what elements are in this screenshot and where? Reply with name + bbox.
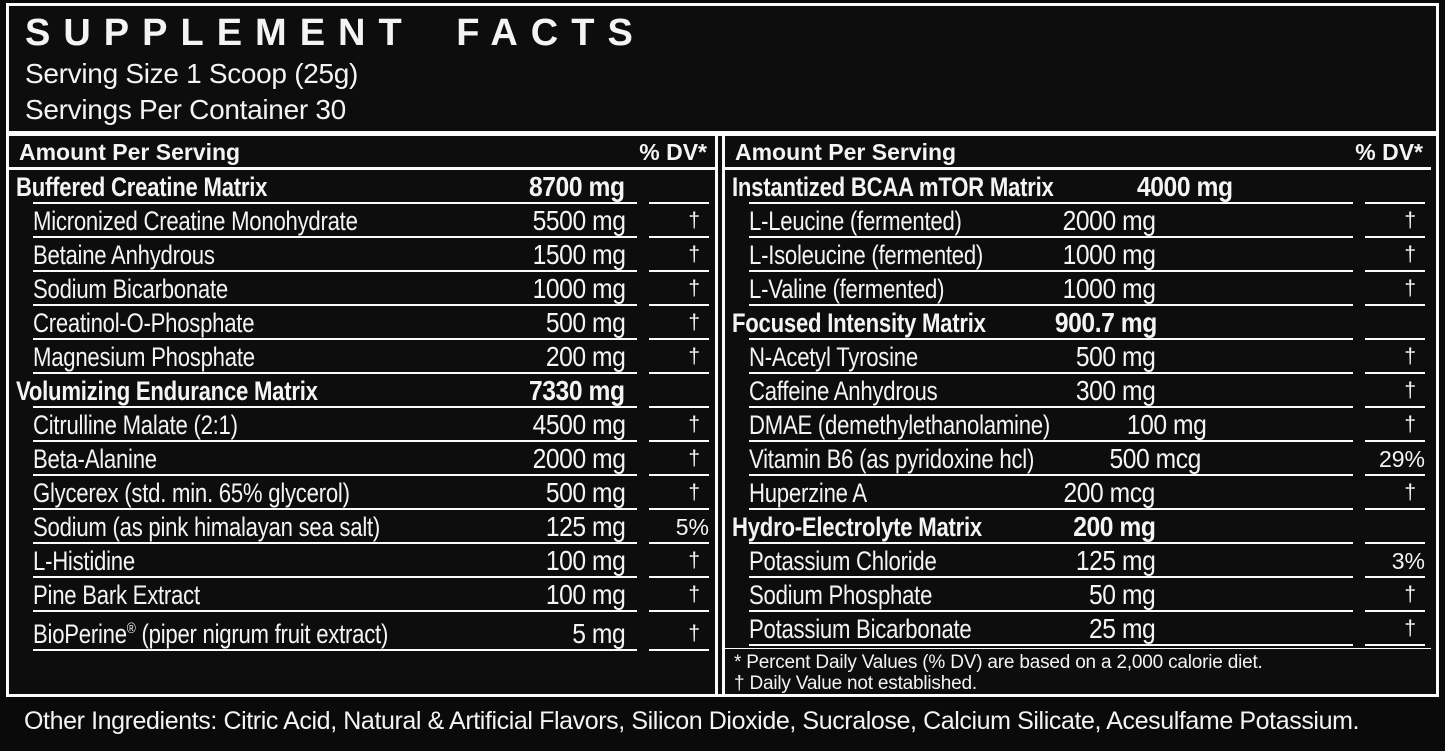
ingredient-main-cell <box>749 476 1353 510</box>
ingredient-dv: † <box>1365 340 1425 374</box>
ingredient-row <box>725 340 1431 374</box>
ingredient-dv: † <box>649 617 709 651</box>
supplement-facts-label <box>6 3 1439 697</box>
dv-header: % DV* <box>1355 139 1423 165</box>
ingredient-main-cell <box>33 272 637 306</box>
ingredient-name: N-Acetyl Tyrosine <box>749 342 918 372</box>
ingredient-row <box>725 476 1431 510</box>
ingredient-name: Sodium Bicarbonate <box>33 274 228 304</box>
ingredient-dv: † <box>1365 476 1425 510</box>
ingredient-main-cell <box>16 170 637 204</box>
column-header-left <box>9 136 715 170</box>
ingredient-amount: 900.7 mg <box>1055 307 1158 338</box>
ingredient-dv: † <box>1365 578 1425 612</box>
ingredient-main-cell <box>33 578 637 612</box>
ingredient-dv: † <box>1365 238 1425 272</box>
ingredient-main-cell <box>732 170 1353 204</box>
ingredient-main-cell <box>749 612 1353 646</box>
ingredient-amount: 8700 mg <box>529 171 625 202</box>
ingredient-name: L-Valine (fermented) <box>749 274 945 304</box>
ingredient-row <box>9 442 715 476</box>
ingredient-main-cell <box>33 306 637 340</box>
ingredient-row <box>9 408 715 442</box>
ingredient-row <box>9 238 715 272</box>
ingredient-amount: 500 mg <box>1075 341 1155 372</box>
ingredient-name: Huperzine A <box>749 478 867 508</box>
ingredient-name: Hydro-Electrolyte Matrix <box>732 512 983 542</box>
ingredient-name: Potassium Bicarbonate <box>749 614 972 644</box>
ingredient-dv: † <box>649 238 709 272</box>
ingredient-row <box>725 238 1431 272</box>
ingredient-dv: † <box>1365 272 1425 306</box>
ingredient-amount: 2000 mg <box>1062 205 1155 236</box>
ingredient-name: Citrulline Malate (2:1) <box>33 410 238 440</box>
ingredient-name: Beta-Alanine <box>33 444 157 474</box>
ingredient-name: Creatinol-O-Phosphate <box>33 308 255 338</box>
ingredient-name: Glycerex (std. min. 65% glycerol) <box>33 478 350 508</box>
registered-mark: ® <box>126 620 136 637</box>
ingredient-main-cell <box>33 204 637 238</box>
ingredient-name: Focused Intensity Matrix <box>732 308 986 338</box>
ingredient-dv: † <box>649 578 709 612</box>
ingredient-dv: † <box>649 544 709 578</box>
ingredient-dv: 5% <box>649 510 709 544</box>
ingredient-amount: 4500 mg <box>532 409 625 440</box>
ingredient-main-cell <box>33 238 637 272</box>
ingredient-name: Volumizing Endurance Matrix <box>16 376 318 406</box>
ingredient-name: Sodium (as pink himalayan sea salt) <box>33 512 381 542</box>
ingredient-amount: 125 mg <box>545 511 625 542</box>
dv-header: % DV* <box>639 139 707 165</box>
ingredient-row <box>9 306 715 340</box>
ingredient-name: L-Isoleucine (fermented) <box>749 240 984 270</box>
ingredient-dv: 3% <box>1365 544 1425 578</box>
ingredient-row <box>725 612 1431 646</box>
ingredient-name: Micronized Creatine Monohydrate <box>33 206 358 236</box>
ingredient-amount: 100 mg <box>545 545 625 576</box>
ingredient-row <box>9 272 715 306</box>
ingredient-dv: † <box>1365 612 1425 646</box>
ingredient-name: DMAE (demethylethanolamine) <box>749 410 1051 440</box>
matrix-row <box>9 170 715 204</box>
ingredient-amount: 1000 mg <box>1062 273 1155 304</box>
ingredient-amount: 1000 mg <box>1062 239 1155 270</box>
matrix-row <box>725 306 1431 340</box>
ingredient-amount: 500 mg <box>545 477 625 508</box>
ingredient-amount: 500 mcg <box>1109 443 1201 474</box>
other-ingredients: Other Ingredients: Citric Acid, Natural & Artificial Flavors, Silicon Dioxide, Sucralose, Calcium Silicate, Acesulfame Potassium. <box>24 707 1360 735</box>
ingredient-amount: 100 mg <box>545 579 625 610</box>
ingredient-amount: 50 mg <box>1088 579 1155 610</box>
ingredient-amount: 1500 mg <box>532 239 625 270</box>
ingredient-amount: 300 mg <box>1075 375 1155 406</box>
ingredient-main-cell <box>749 442 1353 476</box>
ingredient-amount: 4000 mg <box>1137 171 1233 202</box>
ingredient-main-cell <box>749 238 1353 272</box>
ingredient-main-cell <box>33 510 637 544</box>
matrix-row <box>9 374 715 408</box>
ingredient-dv: † <box>649 476 709 510</box>
ingredient-main-cell <box>33 612 637 651</box>
ingredient-main-cell <box>732 306 1353 340</box>
ingredient-name: Betaine Anhydrous <box>33 240 215 270</box>
ingredient-row <box>725 272 1431 306</box>
ingredient-dv: † <box>649 204 709 238</box>
ingredient-row <box>9 578 715 612</box>
ingredient-name: Potassium Chloride <box>749 546 937 576</box>
ingredient-amount: 200 mg <box>545 341 625 372</box>
ingredient-main-cell <box>749 204 1353 238</box>
ingredient-row <box>725 544 1431 578</box>
ingredient-main-cell <box>749 578 1353 612</box>
ingredient-main-cell <box>749 340 1353 374</box>
ingredient-main-cell <box>749 544 1353 578</box>
ingredient-name: L-Leucine (fermented) <box>749 206 962 236</box>
ingredient-amount: 7330 mg <box>529 375 625 406</box>
ingredient-amount: 5500 mg <box>532 205 625 236</box>
ingredient-name: Buffered Creatine Matrix <box>16 172 268 202</box>
ingredient-dv: † <box>1365 374 1425 408</box>
amount-per-serving-header: Amount Per Serving <box>19 139 241 165</box>
ingredient-main-cell <box>33 544 637 578</box>
ingredient-dv: † <box>649 408 709 442</box>
ingredient-dv: † <box>649 306 709 340</box>
ingredient-row <box>725 408 1431 442</box>
ingredient-dv: † <box>649 442 709 476</box>
ingredient-amount: 200 mg <box>1072 511 1155 542</box>
ingredient-main-cell <box>749 374 1353 408</box>
ingredient-dv: † <box>649 340 709 374</box>
ingredient-amount: 2000 mg <box>532 443 625 474</box>
ingredient-main-cell <box>33 476 637 510</box>
ingredient-name: Caffeine Anhydrous <box>749 376 938 406</box>
footnotes <box>725 649 1431 694</box>
matrix-row <box>725 510 1431 544</box>
ingredient-amount: 125 mg <box>1075 545 1155 576</box>
ingredient-main-cell <box>16 374 637 408</box>
ingredient-row <box>725 442 1431 476</box>
ingredient-dv: † <box>1365 408 1425 442</box>
matrix-row <box>725 170 1431 204</box>
ingredient-row <box>9 544 715 578</box>
ingredient-main-cell <box>732 510 1353 544</box>
ingredient-row <box>725 204 1431 238</box>
ingredient-main-cell <box>749 408 1353 442</box>
ingredient-row <box>9 612 715 651</box>
ingredient-name: L-Histidine <box>33 546 135 576</box>
ingredient-dv: † <box>1365 204 1425 238</box>
ingredient-row <box>9 340 715 374</box>
ingredient-name: BioPerine® (piper nigrum fruit extract) <box>33 619 389 649</box>
serving-size: Serving Size 1 Scoop (25g) <box>25 58 359 89</box>
ingredient-name: Magnesium Phosphate <box>33 342 255 372</box>
ingredient-amount: 5 mg <box>571 618 625 649</box>
column-header-right <box>725 136 1431 170</box>
ingredient-amount: 200 mcg <box>1063 477 1155 508</box>
ingredient-rows-right <box>725 170 1431 646</box>
facts-columns <box>9 136 1436 694</box>
ingredient-row <box>725 374 1431 408</box>
ingredient-dv: 29% <box>1365 442 1425 476</box>
ingredient-row <box>9 204 715 238</box>
ingredient-row <box>725 578 1431 612</box>
ingredient-name: Pine Bark Extract <box>33 580 200 610</box>
footnote: † Daily Value not established. <box>734 673 977 694</box>
ingredient-dv: † <box>649 272 709 306</box>
ingredient-main-cell <box>33 408 637 442</box>
ingredient-row <box>9 510 715 544</box>
servings-per-container: Servings Per Container 30 <box>25 94 346 125</box>
ingredient-amount: 100 mg <box>1126 409 1207 440</box>
ingredient-name: Instantized BCAA mTOR Matrix <box>732 172 1054 202</box>
facts-column-left <box>9 136 718 694</box>
ingredient-name: Sodium Phosphate <box>749 580 933 610</box>
ingredient-main-cell <box>33 340 637 374</box>
label-header <box>9 6 1436 128</box>
ingredient-amount: 500 mg <box>545 307 625 338</box>
ingredient-row <box>9 476 715 510</box>
ingredient-main-cell <box>749 272 1353 306</box>
footnote: * Percent Daily Values (% DV) are based on a 2,000 calorie diet. <box>734 652 1263 673</box>
ingredient-rows-left <box>9 170 715 651</box>
ingredient-amount: 25 mg <box>1088 613 1155 644</box>
ingredient-main-cell <box>33 442 637 476</box>
label-title: SUPPLEMENT FACTS <box>25 12 646 54</box>
ingredient-amount: 1000 mg <box>532 273 625 304</box>
facts-column-right <box>722 136 1431 694</box>
amount-per-serving-header: Amount Per Serving <box>735 139 957 165</box>
ingredient-name: Vitamin B6 (as pyridoxine hcl) <box>749 444 1035 474</box>
